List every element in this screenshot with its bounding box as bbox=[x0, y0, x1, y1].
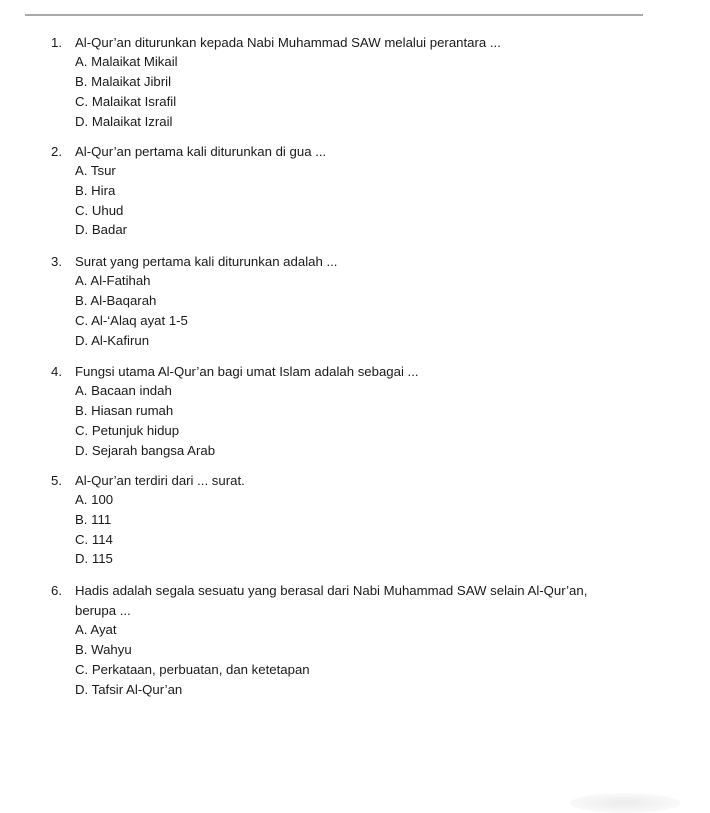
option-c: C. Al-‘Alaq ayat 1-5 bbox=[75, 313, 188, 328]
option-c: C. Malaikat Israfil bbox=[75, 94, 177, 109]
question-number: 2. bbox=[51, 144, 62, 159]
option-a: A. Tsur bbox=[75, 163, 116, 178]
question-text: Fungsi utama Al-Qur’an bagi umat Islam adalah sebagai ... bbox=[75, 364, 419, 379]
question-text: Al-Qur’an diturunkan kepada Nabi Muhammad SAW melalui perantara ... bbox=[75, 35, 501, 50]
option-b: B. Hiasan rumah bbox=[75, 403, 174, 418]
question-number: 1. bbox=[51, 35, 62, 50]
question-number: 6. bbox=[51, 583, 62, 598]
option-d: D. Tafsir Al-Qur’an bbox=[75, 682, 183, 697]
question-text: Hadis adalah segala sesuatu yang berasal dari Nabi Muhammad SAW selain Al-Qur’an, bbox=[75, 583, 588, 598]
option-c: C. Perkataan, perbuatan, dan ketetapan bbox=[75, 662, 310, 677]
question-text: Al-Qur’an pertama kali diturunkan di gua ... bbox=[75, 144, 327, 159]
option-d: D. Al-Kafirun bbox=[75, 333, 150, 348]
option-d: D. 115 bbox=[75, 551, 113, 566]
question-number: 3. bbox=[51, 254, 62, 269]
question-number: 4. bbox=[51, 364, 62, 379]
option-b: B. Hira bbox=[75, 183, 116, 198]
top-divider bbox=[25, 14, 643, 16]
option-c: C. Petunjuk hidup bbox=[75, 423, 180, 438]
option-d: D. Sejarah bangsa Arab bbox=[75, 443, 216, 458]
option-a: A. Bacaan indah bbox=[75, 383, 172, 398]
option-b: B. Malaikat Jibril bbox=[75, 74, 172, 89]
option-a: A. 100 bbox=[75, 492, 114, 507]
option-b: B. 111 bbox=[75, 512, 112, 527]
option-a: A. Malaikat Mikail bbox=[75, 54, 178, 69]
question-text: Al-Qur’an terdiri dari ... surat. bbox=[75, 473, 245, 488]
option-d: D. Badar bbox=[75, 222, 128, 237]
option-a: A. Al-Fatihah bbox=[75, 273, 151, 288]
page-shadow bbox=[570, 793, 680, 813]
question-text-continued: berupa ... bbox=[75, 603, 131, 618]
question-number: 5. bbox=[51, 473, 62, 488]
option-c: C. Uhud bbox=[75, 203, 124, 218]
option-b: B. Al-Baqarah bbox=[75, 293, 157, 308]
option-c: C. 114 bbox=[75, 532, 113, 547]
option-a: A. Ayat bbox=[75, 622, 117, 637]
question-text: Surat yang pertama kali diturunkan adalah ... bbox=[75, 254, 338, 269]
option-b: B. Wahyu bbox=[75, 642, 132, 657]
option-d: D. Malaikat Izrail bbox=[75, 114, 173, 129]
